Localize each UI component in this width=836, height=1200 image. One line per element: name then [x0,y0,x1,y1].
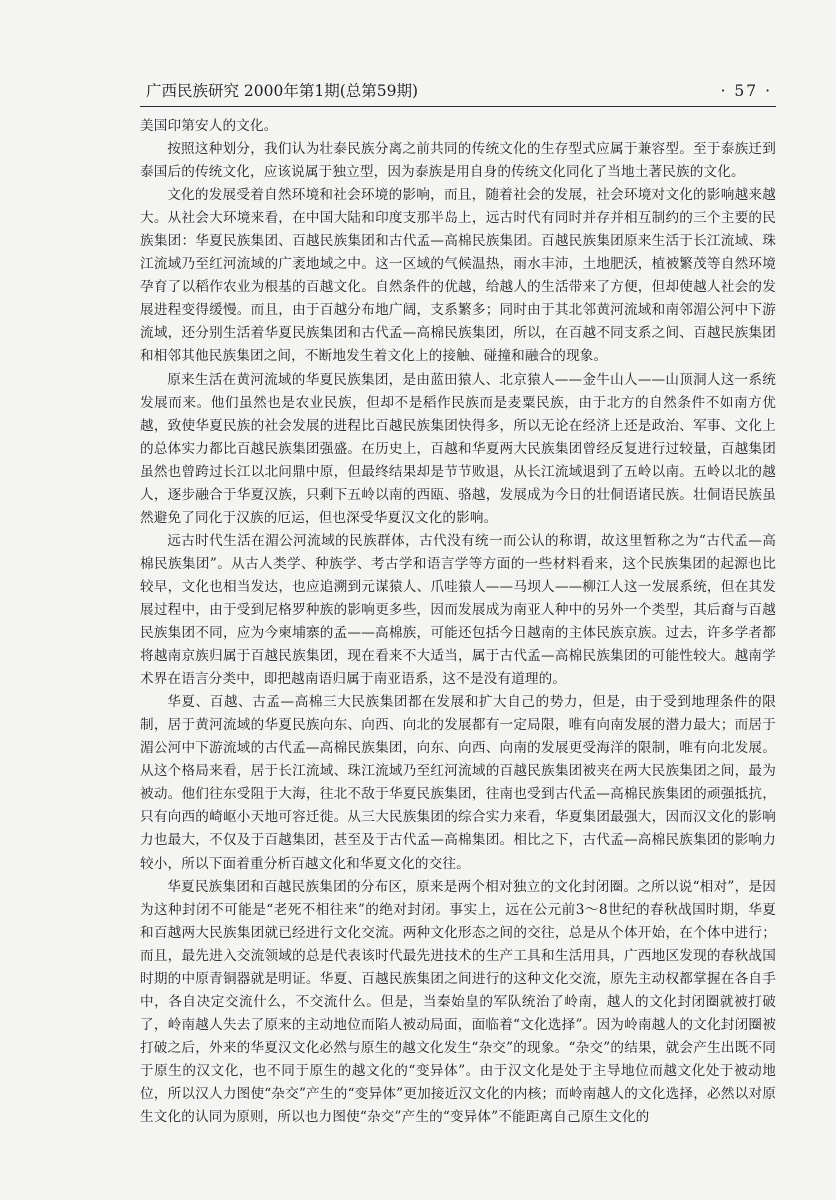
header-rule [140,106,776,107]
article-body [140,115,776,1129]
paragraph: 原来生活在黄河流域的华夏民族集团，是由蓝田猿人、北京猿人——金牛山人——山顶洞人这一系统发展而来。他们虽然也是农业民族，但却不是稻作民族而是麦粟民族，由于北方的自然条件不如南方优越，致使华夏民族的社会发展的进程比百越民族集团快得多，所以无论在经济上还是政治、军事、文化上的总体实力都比百越民族集团强盛。在历史上，百越和华夏两大民族集团曾经反复进行过较量，百越集团虽然也曾跨过长江以北问鼎中原，但最终结果却是节节败退，从长江流域退到了五岭以南。五岭以北的越人，逐步融合于华夏汉族，只剩下五岭以南的西瓯、骆越，发展成为今日的壮侗语诸民族。壮侗语民族虽然避免了同化于汉族的厄运，但也深受华夏汉文化的影响。 [140,371,776,526]
paragraph-continued: 美国印第安人的文化。 [140,118,278,134]
running-header [140,78,776,104]
paragraph: 按照这种划分，我们认为壮泰民族分离之前共同的传统文化的生存型式应属于兼容型。至于泰族迁到泰国后的传统文化，应该说属于独立型，因为泰族是用自身的传统文化同化了当地土著民族的文化。 [140,141,776,181]
paragraph: 华夏民族集团和百越民族集团的分布区，原来是两个相对独立的文化封闭圈。之所以说“相对”，是因为这种封闭不可能是“老死不相往来”的绝对封闭。事实上，远在公元前3～8世纪的春秋战国时期，华夏和百越两大民族集团就已经进行文化交流。两种文化形态之间的交往，总是从个体开始，在个体中进行；而且，最先进入交流领域的总是代表该时代最先进技术的生产工具和生活用具，广西地区发现的春秋战国时期的中原青铜器就是明证。华夏、百越民族集团之间进行的这种文化交流，原先主动权都掌握在各自手中，各自决定交流什么，不交流什么。但是，当秦始皇的军队统治了岭南，越人的文化封闭圈就被打破了，岭南越人失去了原来的主动地位而陷人被动局面，面临着“文化选择”。因为岭南越人的文化封闭圈被打破之后，外来的华夏汉文化必然与原生的越文化发生“杂交”的现象。“杂交”的结果，就会产生出既不同于原生的汉文化，也不同于原生的越文化的“变异体”。由于汉文化是处于主导地位而越文化处于被动地位，所以汉人力图使“杂交”产生的“变异体”更加接近汉文化的内核；而岭南越人的文化选择，必然以对原生文化的认同为原则，所以也力图使“杂交”产生的“变异体”不能距离自己原生文化的 [140,878,776,1126]
journal-citation: 广西民族研究 2000年第1期(总第59期) [146,82,419,100]
paragraph: 远古时代生活在湄公河流域的民族群体，古代没有统一而公认的称谓，故这里暂称之为“古代孟—高棉民族集团”。从古人类学、种族学、考古学和语言学等方面的一些材料看来，这个民族集团的起源也比较早，文化也相当发达，也应追溯到元谋猿人、爪哇猿人——马坝人——柳江人这一发展系统，但在其发展过程中，由于受到尼格罗种族的影响更多些，因而发展成为南亚人种中的另外一个类型，其后裔与百越民族集团不同，应为今柬埔寨的孟——高棉族，可能还包括今日越南的主体民族京族。过去，许多学者都将越南京族归属于百越民族集团，现在看来不大适当，属于古代孟—高棉民族集团的可能性较大。越南学术界在语言分类中，即把越南语归属于南亚语系，这不是没有道理的。 [140,532,776,688]
paragraph: 华夏、百越、古孟—高棉三大民族集团都在发展和扩大自己的势力，但是，由于受到地理条件的限制，居于黄河流域的华夏民族向东、向西、向北的发展都有一定局限，唯有向南发展的潜力最大；而居于湄公河中下游流域的古代孟—高棉民族集团，向东、向西、向南的发展更受海洋的限制，唯有向北发展。从这个格局来看，居于长江流域、珠江流域乃至红河流域的百越民族集团被夹在两大民族集团之间，最为被动。他们往东受阻于大海，往北不敌于华夏民族集团，往南也受到古代孟—高棉民族集团的顽强抵抗，只有向西的崎岖小天地可容迁徙。从三大民族集团的综合实力来看，华夏集团最强大，因而汉文化的影响力也最大，不仅及于百越集团，甚至及于古代孟—高棉集团。相比之下，古代孟—高棉民族集团的影响力较小，所以下面着重分析百越文化和华夏文化的交往。 [140,694,776,872]
page-number: · 57 · [720,82,772,100]
paragraph: 文化的发展受着自然环境和社会环境的影响，而且，随着社会的发展，社会环境对文化的影响越来越大。从社会大环境来看，在中国大陆和印度支那半岛上，远古时代有同时并存并相互制约的三个主要的民族集团：华夏民族集团、百越民族集团和古代孟—高棉民族集团。百越民族集团原来生活于长江流域、珠江流域乃至红河流域的广袤地域之中。这一区域的气候温热，雨水丰沛，土地肥沃，植被繁茂等自然环境孕育了以稻作农业为根基的百越文化。自然条件的优越，给越人的生活带来了方便，但却使越人社会的发展进程变得缓慢。而且，由于百越分布地广阔，支系繁多；同时由于其北邻黄河流域和南邻湄公河中下游流域，还分别生活着华夏民族集团和古代孟—高棉民族集团，所以，在百越不同支系之间、百越民族集团和相邻其他民族集团之间，不断地发生着文化上的接触、碰撞和融合的现象。 [140,187,776,365]
